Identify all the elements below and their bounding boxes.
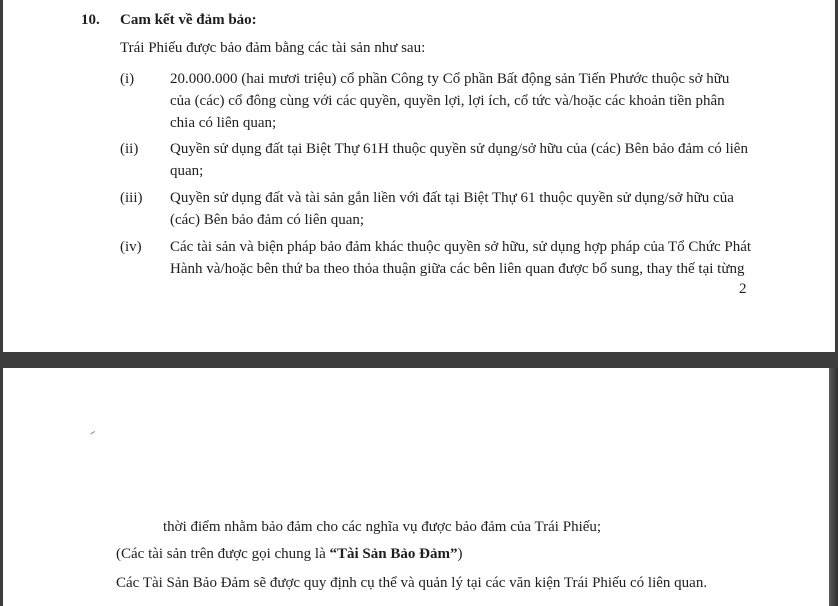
page-shadow [829, 368, 838, 606]
collective-term-note [116, 543, 462, 565]
continuation-text: thời điểm nhằm bảo đảm cho các nghĩa vụ được bảo đảm của Trái Phiếu; [163, 519, 602, 535]
item-text-i: 20.000.000 (hai mươi triệu) cổ phần Công ty Cổ phần Bất động sản Tiến Phước thuộc sở hữu của (các) cổ đông cùng với các quyền, quyền lợi, lợi ích, cổ tức và/hoặc các khoản tiền phân chia có liên quan; [170, 71, 730, 131]
item-numeral-i: (i) [120, 71, 135, 87]
note-term: “Tài Sản Bảo Đảm” [329, 546, 458, 562]
section-title: Cam kết về đảm bảo: [120, 12, 257, 28]
item-text-iv: Các tài sản và biện pháp bảo đảm khác thuộc quyền sở hữu, sử dụng hợp pháp của Tổ Chức Phát Hành và/hoặc bên thứ ba theo thỏa thuận giữa các bên liên quan được bổ sung, thay thế tại từng [170, 239, 752, 277]
document-page-1 [3, 0, 835, 352]
item-numeral-iii: (iii) [120, 190, 143, 206]
closing-text: Các Tài Sản Bảo Đảm sẽ được quy định cụ thể và quản lý tại các văn kiện Trái Phiếu có liên quan. [116, 575, 708, 591]
page-number: 2 [739, 281, 747, 297]
section-number: 10. [81, 12, 100, 28]
note-prefix: (Các tài sản trên được gọi chung là [116, 546, 330, 562]
item-text-ii: Quyền sử dụng đất tại Biệt Thự 61H thuộc quyền sử dụng/sở hữu của (các) Bên bảo đảm có liên quan; [170, 141, 748, 179]
document-page-2 [3, 368, 829, 606]
scan-speck [90, 431, 96, 437]
note-suffix: ) [457, 546, 463, 562]
item-numeral-iv: (iv) [120, 239, 142, 255]
section-intro: Trái Phiếu được bảo đảm bằng các tài sản như sau: [120, 40, 426, 56]
item-text-iii: Quyền sử dụng đất và tài sản gắn liền với đất tại Biệt Thự 61 thuộc quyền sử dụng/sở hữu của (các) Bên bảo đảm có liên quan; [170, 190, 734, 228]
item-numeral-ii: (ii) [120, 141, 139, 157]
